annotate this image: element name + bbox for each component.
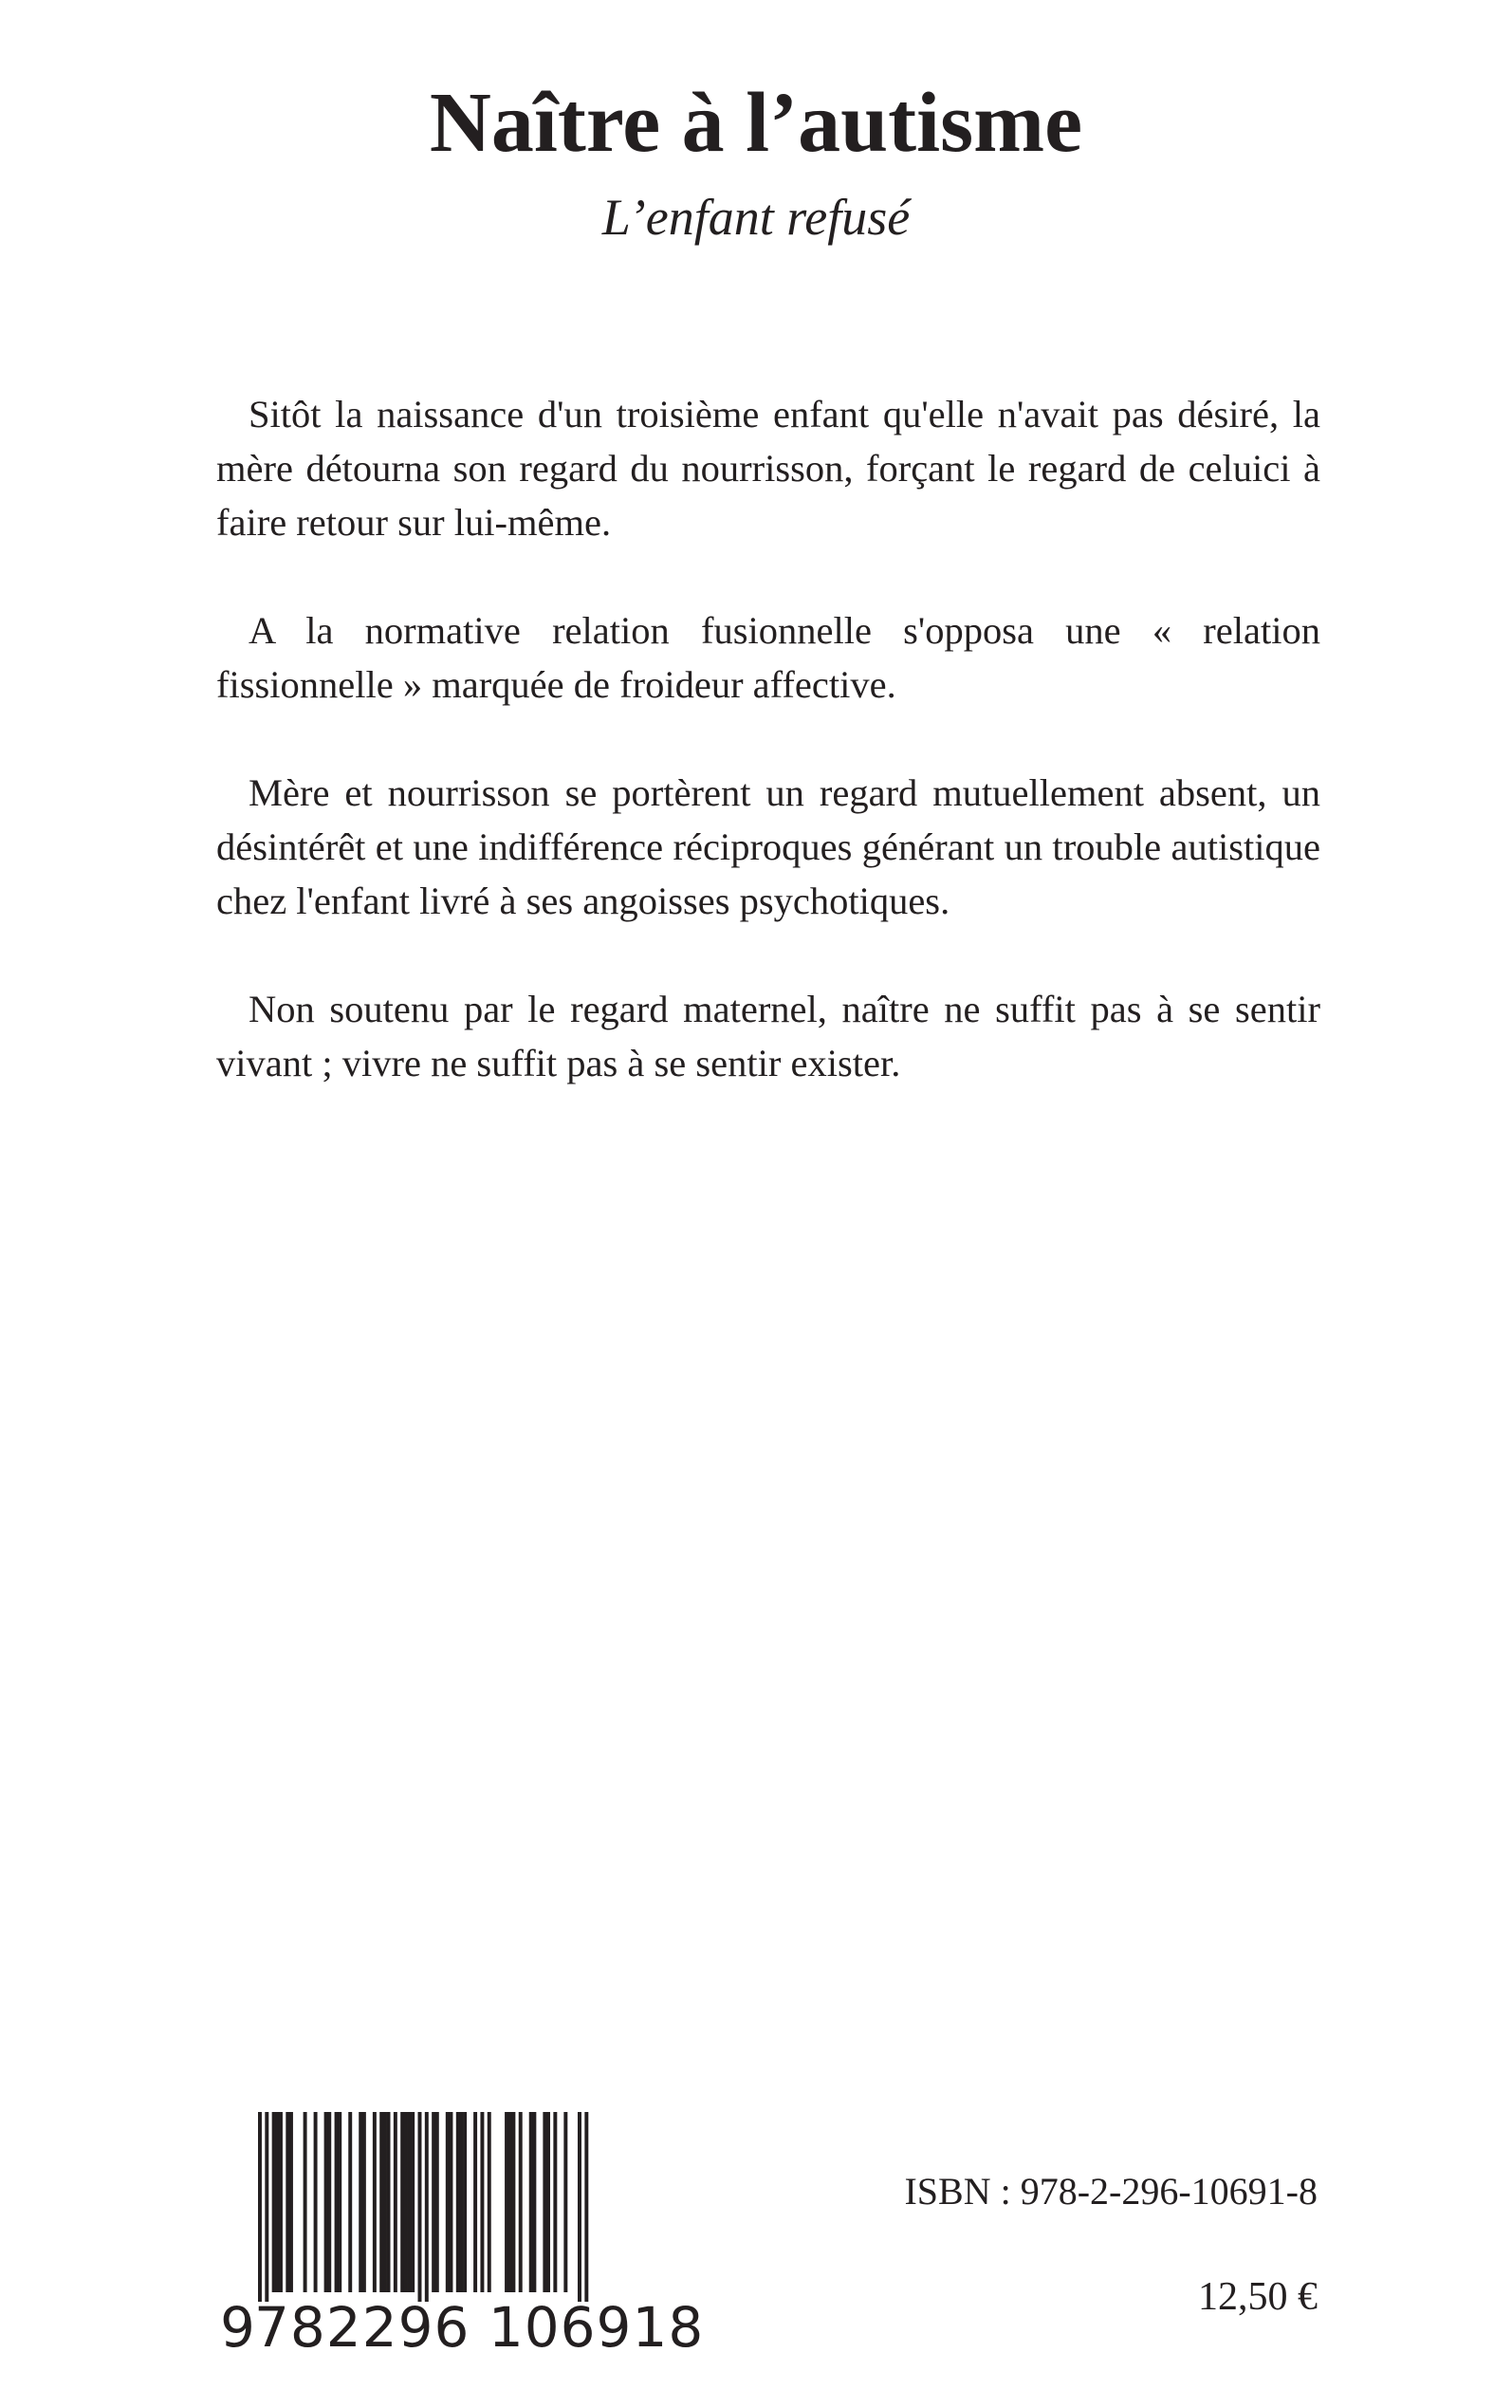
barcode-bar: [408, 2112, 412, 2292]
barcode-bar: [446, 2112, 450, 2292]
book-title: Naître à l’autisme: [429, 76, 1083, 170]
barcode-bar: [459, 2112, 463, 2292]
blurb-paragraph: Non soutenu par le regard maternel, naître ne suffit pas à se sentir vivant ; vivre ne suffit pas à se sentir exister.: [216, 988, 1320, 1084]
barcode-bar: [456, 2112, 460, 2292]
barcode-bar: [543, 2112, 546, 2292]
barcode-bar: [519, 2112, 523, 2292]
barcode-bar: [505, 2112, 508, 2292]
blurb-paragraph: Mère et nourrisson se portèrent un regard mutuellement absent, un désintérêt et une indifférence réciproques générant un trouble autistique chez l'enfant livré à ses angoisses psychotiques.: [216, 771, 1320, 922]
price: 12,50 €: [1198, 2275, 1318, 2319]
barcode-bar: [532, 2112, 536, 2292]
barcode-bar: [373, 2112, 377, 2292]
barcode-bar: [488, 2112, 491, 2292]
book-subtitle: L’enfant refusé: [601, 189, 911, 246]
isbn: ISBN : 978-2-296-10691-8: [904, 2170, 1318, 2213]
barcode-bar: [335, 2112, 339, 2292]
barcode-bar: [338, 2112, 341, 2292]
barcode-bar: [508, 2112, 512, 2292]
blurb-paragraph: A la normative relation fusionnelle s'opposa une « relation fissionnelle » marquée de froideur affective.: [216, 609, 1320, 706]
barcode-bar: [327, 2112, 331, 2292]
barcode-bar: [404, 2112, 408, 2292]
barcode-bar: [418, 2112, 422, 2302]
barcode-bar: [289, 2112, 293, 2292]
barcode-number: [220, 2295, 705, 2360]
barcode-bar: [394, 2112, 397, 2292]
barcode-bar: [362, 2112, 366, 2292]
barcode-bar: [359, 2112, 362, 2292]
barcode-bar: [435, 2112, 439, 2292]
barcode-bar: [425, 2112, 429, 2302]
barcode-bar: [511, 2112, 515, 2292]
barcode-bar: [379, 2112, 383, 2292]
barcode-bar: [480, 2112, 484, 2292]
barcode-bar: [553, 2112, 557, 2292]
barcode-bar: [272, 2112, 276, 2292]
barcode-bar: [578, 2112, 581, 2302]
blurb: [216, 387, 1320, 1144]
blurb-paragraph: Sitôt la naissance d'un troisième enfant qu'elle n'avait pas désiré, la mère détourna son regard du nourrisson, forçant le regard de celuici à faire retour sur lui-même.: [216, 393, 1320, 544]
barcode-bar: [529, 2112, 533, 2292]
barcode-bar: [432, 2112, 435, 2292]
barcode-bar: [463, 2112, 467, 2292]
barcode-bar: [258, 2112, 262, 2302]
barcode-bar: [314, 2112, 318, 2292]
barcode-bar: [275, 2112, 279, 2292]
barcode-bar: [411, 2112, 415, 2292]
barcode-bar: [400, 2112, 404, 2292]
barcode-bar: [546, 2112, 550, 2292]
barcode-bar: [279, 2112, 283, 2292]
barcode-bar: [265, 2112, 268, 2302]
barcode-bar: [473, 2112, 477, 2292]
barcode-bar: [348, 2112, 352, 2292]
barcode-bar: [584, 2112, 588, 2302]
barcode-digits: 782296 106918: [254, 2295, 705, 2360]
barcode-bar: [563, 2112, 567, 2292]
barcode-bar: [324, 2112, 328, 2292]
barcode-bar: [387, 2112, 391, 2292]
barcode-bar: [383, 2112, 387, 2292]
barcode-bar: [286, 2112, 289, 2292]
barcode-bar: [304, 2112, 307, 2292]
barcode-bars: [220, 2112, 590, 2302]
barcode-bar: [449, 2112, 452, 2292]
barcode-first-digit: 9: [220, 2295, 256, 2360]
